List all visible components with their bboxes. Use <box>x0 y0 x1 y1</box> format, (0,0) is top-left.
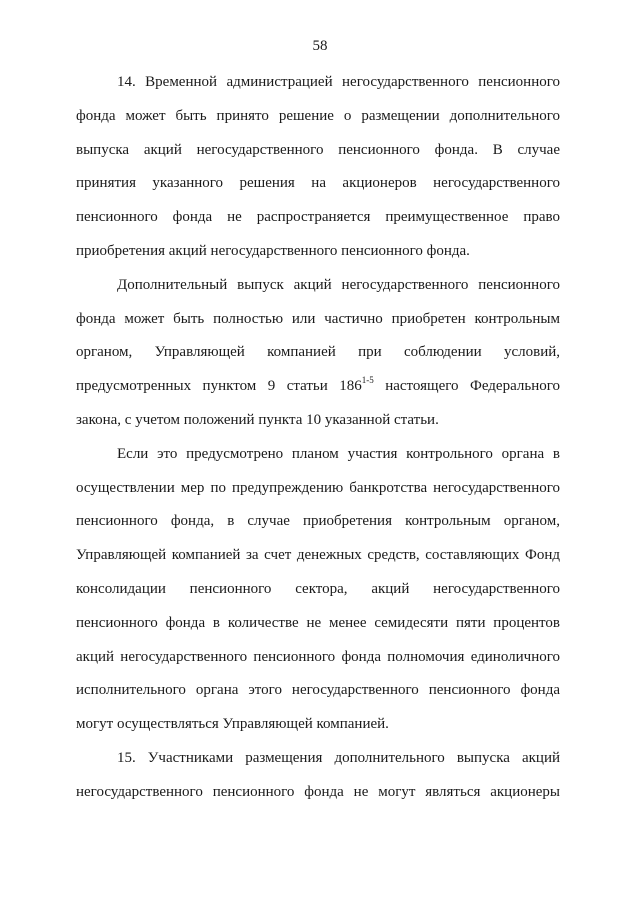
text-line: 14. Временной администрацией негосударственного пенсионного <box>117 74 560 90</box>
text-line-with-superscript <box>76 370 560 404</box>
text-line: негосударственного пенсионного фонда не могут являться акционеры <box>76 783 560 800</box>
text-line: выпуска акций негосударственного пенсионного фонда. В случае <box>76 141 560 158</box>
text-line: принятия указанного решения на акционеров негосударственного <box>76 175 560 192</box>
text-line: пенсионного фонда в количестве не менее семидесяти пяти процентов <box>76 614 560 631</box>
text-line: акций негосударственного пенсионного фонда полномочия единоличного <box>76 648 560 665</box>
text-segment: настоящего Федерального <box>373 378 560 395</box>
page-number: 58 <box>312 38 328 54</box>
text-line: фонда может быть принято решение о размещении дополнительного <box>76 107 560 124</box>
text-line: органом, Управляющей компанией при соблюдении условий, <box>76 344 560 361</box>
text-segment: предусмотренных пунктом 9 статьи 186 <box>76 378 362 395</box>
text-line: 15. Участниками размещения дополнительного выпуска акций <box>117 749 560 766</box>
text-line: Управляющей компанией за счет денежных средств, составляющих Фонд <box>76 547 560 564</box>
text-line: закона, с учетом положений пункта 10 указанной статьи. <box>76 411 439 428</box>
text-line: Дополнительный выпуск акций негосударственного пенсионного <box>117 276 560 293</box>
paragraph-control-plan <box>76 438 560 742</box>
text-line: осуществлении мер по предупреждению банкротства негосударственного <box>76 479 560 496</box>
text-line: фонда может быть полностью или частично приобретен контрольным <box>76 310 560 327</box>
paragraph-additional-issue <box>76 269 560 438</box>
text-line: исполнительного органа этого негосударственного пенсионного фонда <box>76 682 560 699</box>
text-line: пенсионного фонда не распространяется преимущественное право <box>76 209 560 226</box>
paragraph-15 <box>76 742 560 810</box>
document-body <box>76 66 560 810</box>
text-line: приобретения акций негосударственного пенсионного фонда. <box>76 242 470 259</box>
text-line: консолидации пенсионного сектора, акций негосударственного <box>76 580 560 597</box>
paragraph-14 <box>76 66 560 269</box>
text-line: пенсионного фонда, в случае приобретения контрольным органом, <box>76 513 560 530</box>
text-line: Если это предусмотрено планом участия контрольного органа в <box>117 445 560 462</box>
article-superscript: 1-5 <box>361 375 374 386</box>
text-line: могут осуществляться Управляющей компанией. <box>76 716 389 733</box>
